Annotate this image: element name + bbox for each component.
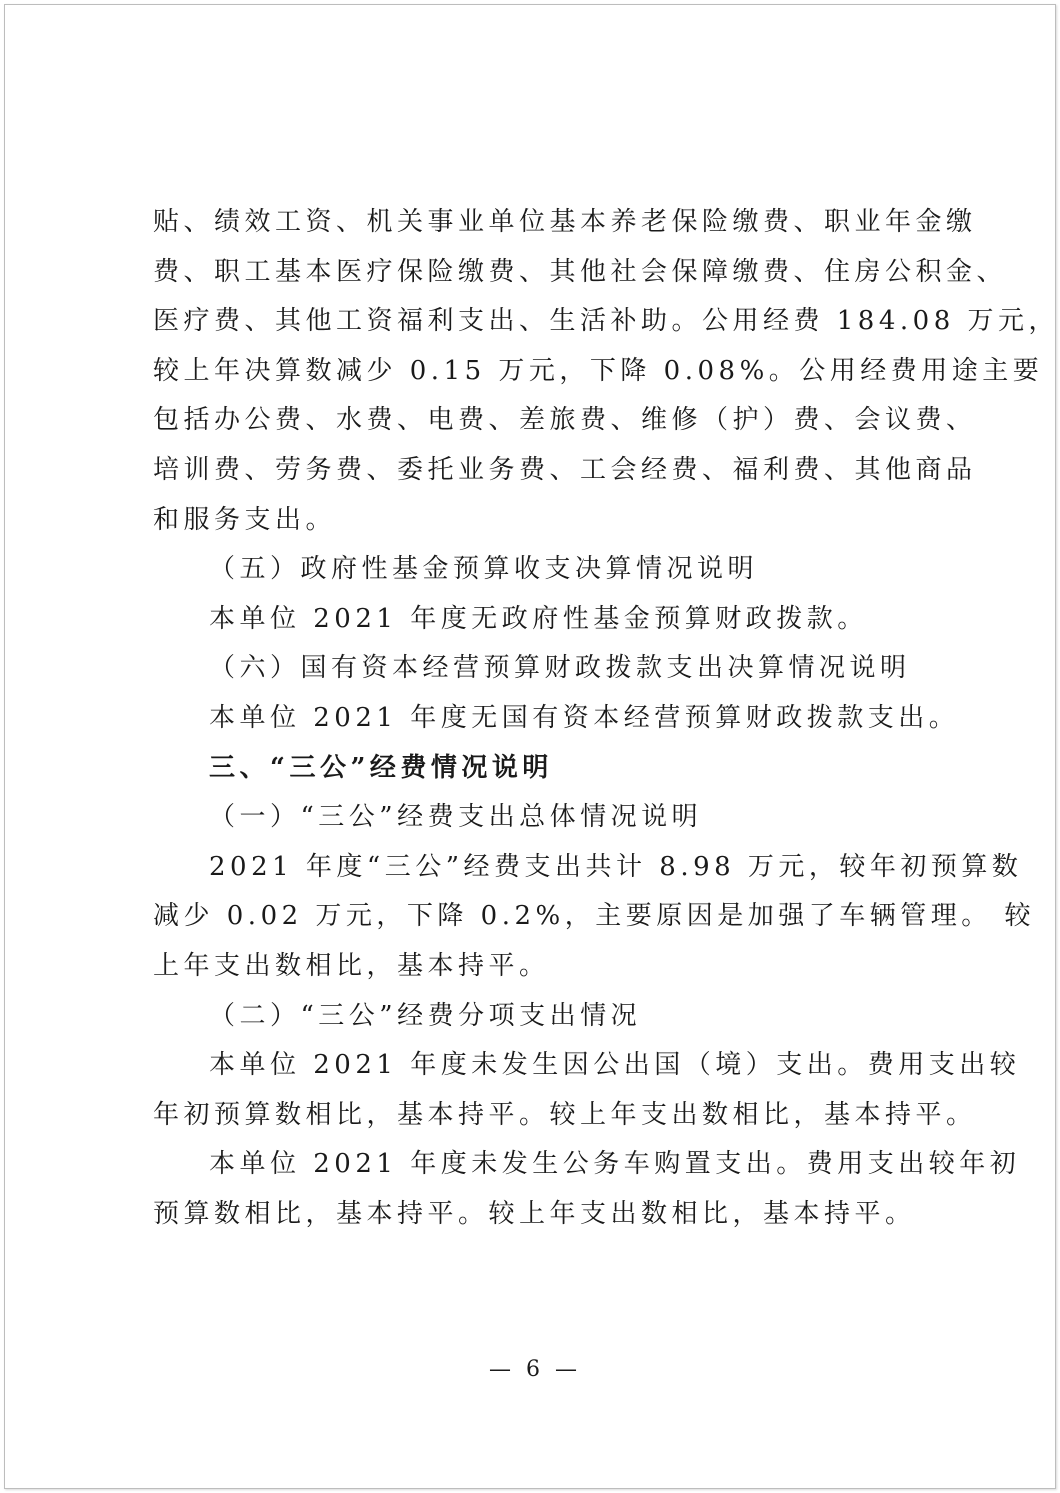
paragraph-line: 年初预算数相比，基本持平。较上年支出数相比，基本持平。	[153, 1099, 977, 1130]
document-body	[153, 198, 1060, 1239]
paragraph-line: 和服务支出。	[153, 504, 337, 535]
paragraph-line: 医疗费、其他工资福利支出、生活补助。公用经费 184.08 万元，	[153, 306, 1060, 337]
paragraph-line: 减少 0.02 万元，下降 0.2%，主要原因是加强了车辆管理。 较	[153, 901, 1036, 932]
paragraph-line: 上年支出数相比，基本持平。	[153, 950, 550, 981]
document-page	[4, 4, 1060, 1489]
paragraph-line: 费、职工基本医疗保险缴费、其他社会保障缴费、住房公积金、	[153, 256, 1008, 287]
subsection-heading: （二）“三公”经费分项支出情况	[209, 1000, 642, 1031]
paragraph-line: 本单位 2021 年度未发生公务车购置支出。费用支出较年初	[209, 1149, 1021, 1180]
subsection-heading: （五）政府性基金预算收支决算情况说明	[209, 554, 759, 585]
paragraph-line: 较上年决算数减少 0.15 万元，下降 0.08%。公用经费用途主要	[153, 355, 1044, 386]
paragraph-line: 2021 年度“三公”经费支出共计 8.98 万元，较年初预算数	[209, 851, 1023, 882]
paragraph-line: 包括办公费、水费、电费、差旅费、维修（护）费、会议费、	[153, 405, 977, 436]
paragraph-line: 贴、绩效工资、机关事业单位基本养老保险缴费、职业年金缴	[153, 207, 977, 237]
page-number: — 6 —	[489, 1357, 581, 1382]
subsection-heading: （一）“三公”经费支出总体情况说明	[209, 802, 703, 833]
section-heading: 三、“三公”经费情况说明	[209, 752, 553, 783]
paragraph-line: 培训费、劳务费、委托业务费、工会经费、福利费、其他商品	[153, 454, 977, 485]
subsection-heading: （六）国有资本经营预算财政拨款支出决算情况说明	[209, 653, 911, 684]
paragraph-line: 预算数相比，基本持平。较上年支出数相比，基本持平。	[153, 1198, 916, 1229]
paragraph-line: 本单位 2021 年度无国有资本经营预算财政拨款支出。	[209, 702, 960, 733]
paragraph-line: 本单位 2021 年度未发生因公出国（境）支出。费用支出较	[209, 1050, 1021, 1081]
paragraph-line: 本单位 2021 年度无政府性基金预算财政拨款。	[209, 603, 868, 634]
